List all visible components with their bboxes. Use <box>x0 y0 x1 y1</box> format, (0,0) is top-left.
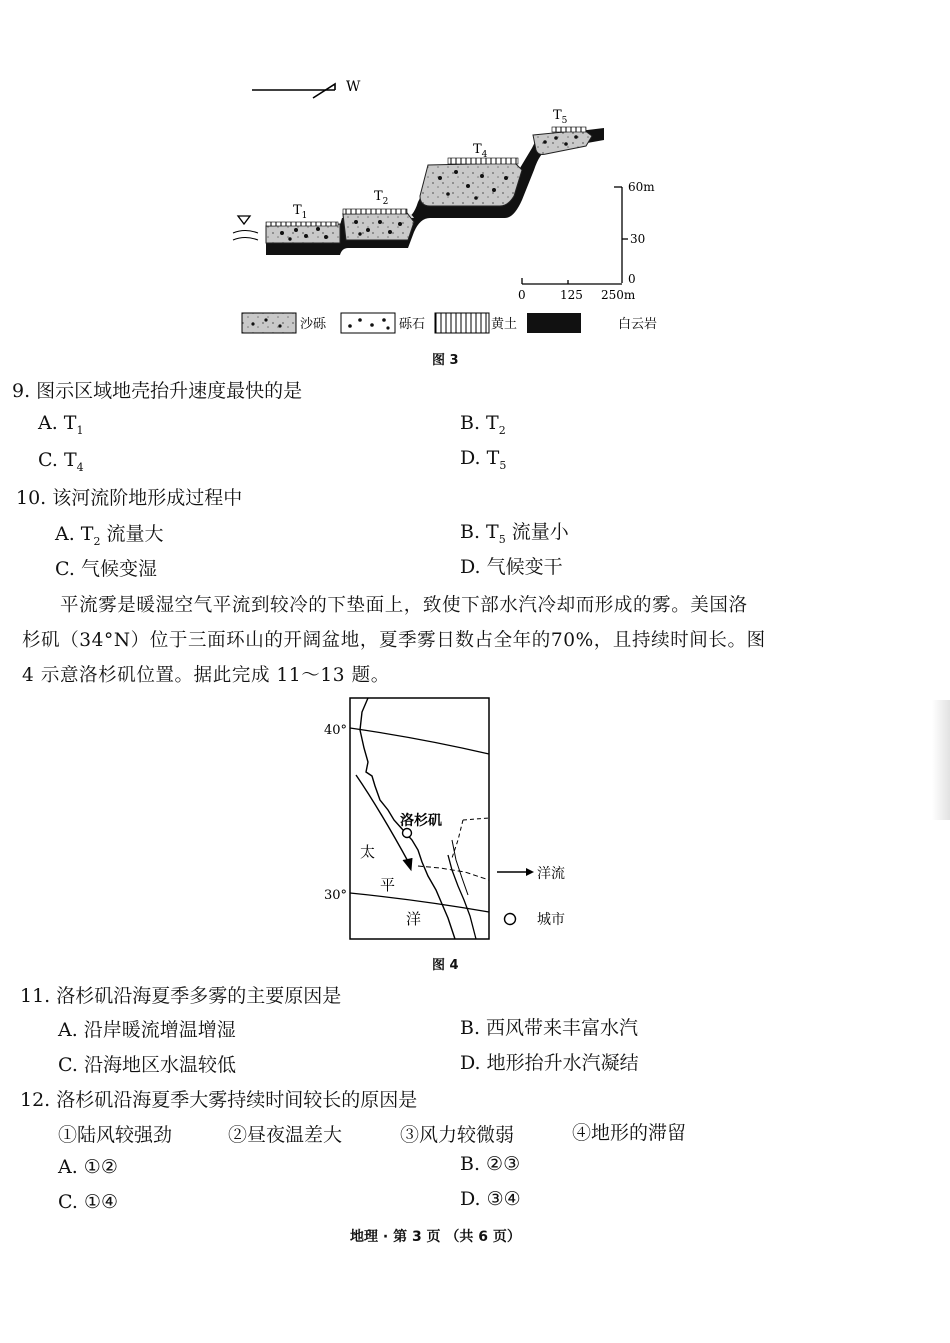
scale-x-125: 125 <box>560 288 583 302</box>
lat-40-label: 40° <box>324 723 348 738</box>
ocean-label-tai: 太 <box>360 843 376 861</box>
label-t2: $T_2$ <box>374 189 389 207</box>
water-level-icon <box>233 216 258 240</box>
legend-city-icon <box>505 914 516 925</box>
q11-option-b[interactable]: B. 西风带来丰富水汽 <box>460 1017 639 1039</box>
figure-3-terrace-diagram <box>0 0 950 345</box>
question-11-stem: 11. 洛杉矶沿海夏季多雾的主要原因是 <box>20 985 342 1007</box>
q12-item-4: ④地形的滞留 <box>572 1122 687 1144</box>
label-t4: $T_4$ <box>473 142 488 160</box>
legend-label-gravel: 砾石 <box>399 317 426 332</box>
q12-option-c[interactable]: C. ①④ <box>58 1191 119 1213</box>
legend-label-sand-gravel: 沙砾 <box>300 317 327 332</box>
question-9-stem: 9. 图示区域地壳抬升速度最快的是 <box>12 380 303 402</box>
figure-4-map <box>0 690 950 950</box>
q9-option-d[interactable]: D. $T_5$ <box>460 447 507 472</box>
terrace-t4-deposit <box>420 163 522 206</box>
legend-swatch-sand-gravel <box>242 313 296 333</box>
q10-option-b[interactable]: B. $T_5$ 流量小 <box>460 521 569 546</box>
question-10-stem: 10. 该河流阶地形成过程中 <box>16 487 243 509</box>
latitude-40-line <box>350 728 489 754</box>
scan-edge-shadow <box>932 700 950 820</box>
q12-item-1: ①陆风较强劲 <box>58 1124 173 1146</box>
legend-label-dolomite: 白云岩 <box>618 317 658 332</box>
legend-current-label: 洋流 <box>537 866 565 882</box>
q12-item-2: ②昼夜温差大 <box>228 1124 343 1146</box>
scale-vertical <box>614 187 628 283</box>
q10-option-a[interactable]: A. $T_2$ 流量大 <box>55 523 164 548</box>
ocean-label-yang: 洋 <box>406 910 422 928</box>
q12-option-b[interactable]: B. ②③ <box>460 1153 521 1175</box>
q9-option-a[interactable]: A. $T_1$ <box>38 412 84 437</box>
label-t1: $T_1$ <box>293 203 308 221</box>
figure-3-caption: 图 3 <box>432 353 459 368</box>
legend-city-label: 城市 <box>537 912 565 928</box>
passage-line-2: 杉矶（34°N）位于三面环山的开阔盆地，夏季雾日数占全年的70%，且持续时间长。图 <box>22 630 766 651</box>
scale-horizontal <box>522 278 622 284</box>
label-t5: $T_5$ <box>553 108 568 126</box>
page-footer: 地理 · 第 3 页 （共 6 页） <box>350 1229 521 1245</box>
terrace-t5-deposit <box>533 130 592 155</box>
q11-option-a[interactable]: A. 沿岸暖流增温增湿 <box>58 1019 236 1041</box>
q12-item-3: ③风力较微弱 <box>400 1124 515 1146</box>
legend-swatch-dolomite <box>527 313 581 333</box>
figure-4-caption: 图 4 <box>432 958 459 973</box>
legend-label-loess: 黄土 <box>491 317 518 332</box>
scale-x-0: 0 <box>518 288 526 302</box>
scale-y-0: 0 <box>628 272 636 286</box>
question-12-stem: 12. 洛杉矶沿海夏季大雾持续时间较长的原因是 <box>20 1089 418 1111</box>
lat-30-label: 30° <box>324 888 348 903</box>
q12-option-a[interactable]: A. ①② <box>58 1156 118 1178</box>
la-city-marker <box>403 829 412 838</box>
q9-option-c[interactable]: C. $T_4$ <box>38 449 84 474</box>
q10-option-d[interactable]: D. 气候变干 <box>460 556 563 578</box>
ocean-label-ping: 平 <box>380 876 396 894</box>
direction-label: W <box>346 79 361 95</box>
direction-arrow <box>252 84 335 98</box>
legend-swatch-gravel <box>341 313 395 333</box>
q12-option-d[interactable]: D. ③④ <box>460 1188 521 1210</box>
scale-x-250: 250m <box>601 288 636 302</box>
legend-current-icon <box>497 868 534 876</box>
q10-option-c[interactable]: C. 气候变湿 <box>55 558 157 580</box>
q11-option-c[interactable]: C. 沿海地区水温较低 <box>58 1054 236 1076</box>
q9-option-b[interactable]: B. $T_2$ <box>460 412 506 437</box>
la-label: 洛杉矶 <box>400 813 442 829</box>
scale-y-60: 60m <box>628 180 655 194</box>
legend-swatch-loess <box>435 313 489 333</box>
terrace-t1-deposit <box>266 224 340 243</box>
passage-line-1: 平流雾是暖湿空气平流到较冷的下垫面上，致使下部水汽冷却而形成的雾。美国洛 <box>60 595 748 616</box>
q11-option-d[interactable]: D. 地形抬升水汽凝结 <box>460 1052 639 1074</box>
scale-y-30: 30 <box>630 232 646 246</box>
passage-line-3: 4 示意洛杉矶位置。据此完成 11～13 题。 <box>22 665 390 686</box>
